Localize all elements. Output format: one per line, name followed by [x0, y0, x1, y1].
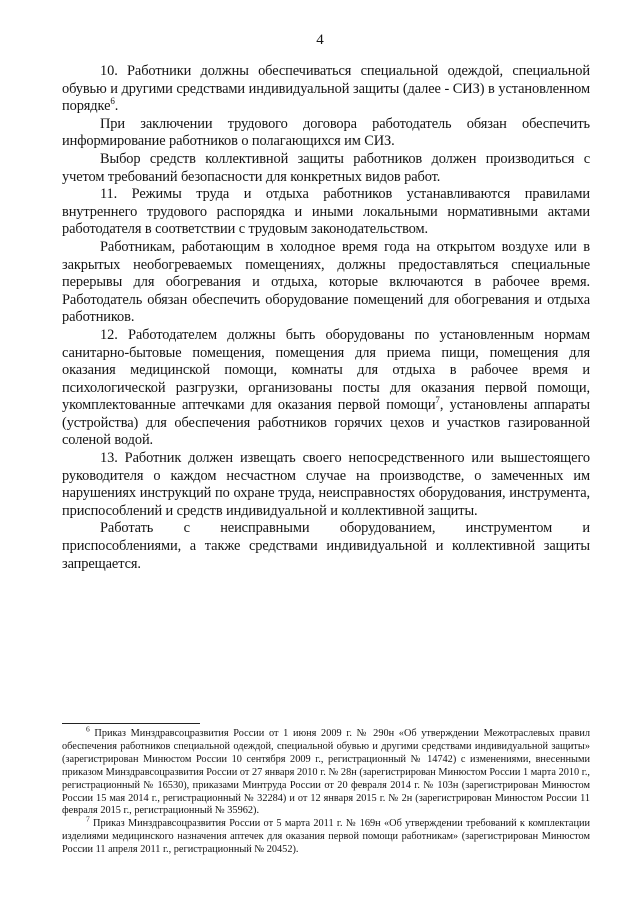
- footnote-ref-6[interactable]: 6: [110, 96, 115, 107]
- footnote-mark-6: 6: [86, 724, 90, 734]
- page-number: 4: [316, 32, 324, 48]
- footnote-mark-7: 7: [86, 814, 90, 824]
- paragraph-10-siz: 10. Работники должны обеспечиваться специальной одеждой, специальной обувью и другими средствами индивидуальной защиты (далее - СИЗ) в установленном порядке$^6$.: [62, 63, 590, 115]
- paragraph-12-facilities: 12. Работодателем должны быть оборудованы по установленным нормам санитарно-бытовые помещения, помещения для приема пищи, помещения для оказания медицинской помощи, комнаты для отдыха в рабочее время и психологической разгрузки, организованы посты для оказания первой помощи, укомплектованные аптечками для оказания первой помощи$^7$, установлены аппараты (устройства) для обеспечения работников горячих цехов и участков газированной соленой водой.: [62, 326, 590, 449]
- footnote-ref-7[interactable]: 7: [435, 395, 440, 406]
- footnotes: [62, 724, 590, 857]
- paragraph-13-reporting: 13. Работник должен извещать своего непосредственного или вышестоящего руководителя о каждом несчастном случае на производстве, о замеченных им нарушениях инструкций по охране труда, неисправностях оборудования, инструмента, приспособлений и средств индивидуальной и коллективной защиты.: [62, 450, 590, 519]
- paragraph-cold-breaks: Работникам, работающим в холодное время года на открытом воздухе или в закрытых необогреваемых помещениях, должны предоставляться специальные перерывы для обогревания и отдыха, которые включаются в рабочее время. Работодатель обязан обеспечить оборудование помещений для обогревания и отдыха работников.: [62, 238, 590, 326]
- paragraph-11-work-rest: 11. Режимы труда и отдыха работников устанавливаются правилами внутреннего трудового распорядка и иными локальными нормативными актами работодателя в соответствии с трудовым законодательством.: [62, 186, 590, 238]
- paragraph-collective-protection: Выбор средств коллективной защиты работников должен производиться с учетом требований безопасности для конкретных видов работ.: [62, 150, 590, 185]
- paragraph-faulty-equipment: Работать с неисправными оборудованием, инструментом и приспособлениями, а также средствами индивидуальной и коллективной защиты запрещается.: [62, 520, 590, 572]
- footnote-7: $^7$ Приказ Минздравсоцразвития России от 5 марта 2011 г. № 169н «Об утверждении требований к комплектации изделиями медицинского назначения аптечек для оказания первой помощи работникам» (зарегистрирован Минюстом России 11 апреля 2011 г., регистрационный № 20452).: [62, 814, 590, 856]
- paragraph-siz-informing: При заключении трудового договора работодатель обязан обеспечить информирование работников о полагающихся им СИЗ.: [62, 115, 590, 150]
- body-text: [62, 63, 590, 573]
- footnote-divider: [62, 723, 200, 724]
- footnote-6: $^6$ Приказ Минздравсоцразвития России от 1 июня 2009 г. № 290н «Об утверждении Межотраслевых правил обеспечения работников специальной одеждой, специальной обувью и другими средствами индивидуальной защиты» (зарегистрирован Минюстом России 10 сентября 2009 г., регистрационный № 14742) с изменениями, внесенными приказом Минздравсоцразвития России от 27 января 2010 г. № 28н (зарегистрирован Минюстом России 1 марта 2010 г., регистрационный № 16530), приказами Минтруда России от 20 февраля 2014 г. № 103н (зарегистрирован Минюстом России 15 мая 2014 г., регистрационный № 32284) и от 12 января 2015 г. № 2н (зарегистрирован Минюстом России 11 февраля 2015 г., регистрационный № 35962).: [62, 724, 590, 817]
